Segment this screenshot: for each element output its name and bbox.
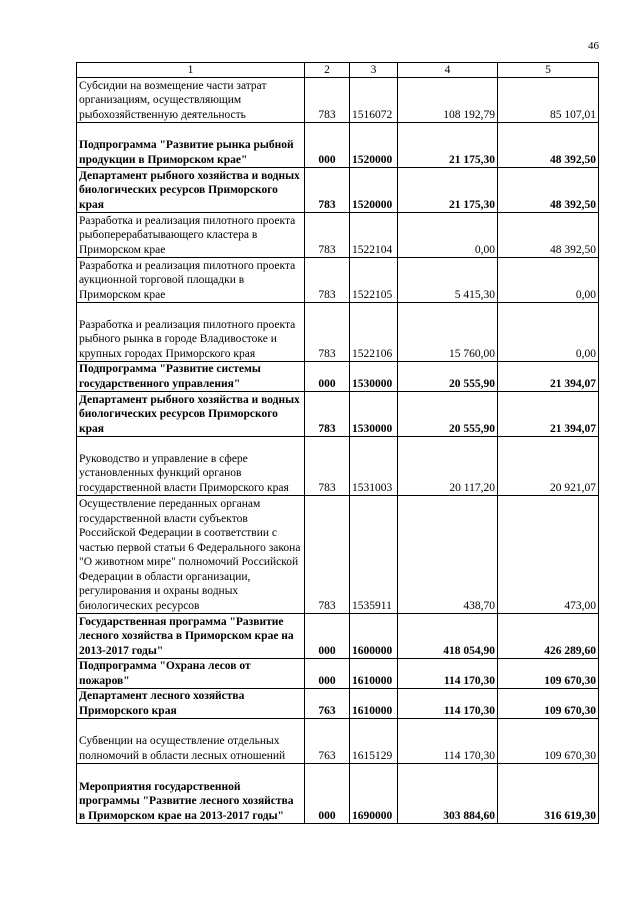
table-row [77, 764, 599, 824]
page-number: 46 [588, 40, 599, 52]
budget-table-body [77, 63, 599, 824]
row-value-2-cell: 48 392,50 [498, 213, 599, 258]
header-col-3: 3 [350, 63, 398, 78]
row-code-cell: 783 [305, 213, 350, 258]
row-csr-cell: 1516072 [350, 78, 398, 123]
row-code-cell: 783 [305, 392, 350, 437]
row-name-cell: Подпрограмма "Охрана лесов от пожаров" [77, 659, 305, 689]
row-csr-cell: 1690000 [350, 764, 398, 824]
row-name-cell: Субсидии на возмещение части затрат организациям, осуществляющим рыбохозяйственную деятельность [77, 78, 305, 123]
row-csr-cell: 1520000 [350, 123, 398, 168]
table-row [77, 659, 599, 689]
table-row [77, 496, 599, 614]
table-row [77, 437, 599, 496]
row-name-cell: Департамент рыбного хозяйства и водных биологических ресурсов Приморского края [77, 392, 305, 437]
row-value-2-cell: 0,00 [498, 303, 599, 362]
row-csr-cell: 1520000 [350, 168, 398, 213]
row-csr-cell: 1530000 [350, 362, 398, 392]
row-name-cell: Мероприятия государственной программы "Развитие лесного хозяйства в Приморском крае на 2013-2017 годы" [77, 764, 305, 824]
row-csr-cell: 1522105 [350, 258, 398, 303]
table-header-row [77, 63, 599, 78]
row-value-2-cell: 0,00 [498, 258, 599, 303]
row-value-2-cell: 20 921,07 [498, 437, 599, 496]
row-code-cell: 000 [305, 764, 350, 824]
row-name-cell: Разработка и реализация пилотного проекта рыбоперерабатывающего кластера в Приморском крае [77, 213, 305, 258]
row-csr-cell: 1522104 [350, 213, 398, 258]
row-code-cell: 783 [305, 303, 350, 362]
row-name-cell: Подпрограмма "Развитие системы государственного управления" [77, 362, 305, 392]
row-value-2-cell: 426 289,60 [498, 614, 599, 659]
row-value-1-cell: 418 054,90 [398, 614, 498, 659]
row-value-2-cell: 48 392,50 [498, 168, 599, 213]
table-row [77, 213, 599, 258]
row-value-2-cell: 109 670,30 [498, 659, 599, 689]
row-csr-cell: 1530000 [350, 392, 398, 437]
row-value-2-cell: 109 670,30 [498, 719, 599, 764]
row-value-1-cell: 114 170,30 [398, 689, 498, 719]
row-csr-cell: 1522106 [350, 303, 398, 362]
table-row [77, 168, 599, 213]
row-name-cell: Осуществление переданных органам государственной власти субъектов Российской Федерации в соответствии с частью первой статьи 6 Федерального закона "О животном мире" полномочий Российской Федерации в области организации, регулирования и охраны водных биологических ресурсов [77, 496, 305, 614]
table-row [77, 258, 599, 303]
table-row [77, 719, 599, 764]
row-value-2-cell: 85 107,01 [498, 78, 599, 123]
row-value-1-cell: 20 555,90 [398, 362, 498, 392]
row-value-2-cell: 21 394,07 [498, 392, 599, 437]
row-name-cell: Подпрограмма "Развитие рынка рыбной продукции в Приморском крае" [77, 123, 305, 168]
row-code-cell: 000 [305, 123, 350, 168]
row-value-1-cell: 114 170,30 [398, 719, 498, 764]
table-row [77, 303, 599, 362]
row-value-1-cell: 21 175,30 [398, 123, 498, 168]
row-value-1-cell: 0,00 [398, 213, 498, 258]
table-row [77, 689, 599, 719]
row-code-cell: 000 [305, 614, 350, 659]
row-value-1-cell: 438,70 [398, 496, 498, 614]
row-value-2-cell: 316 619,30 [498, 764, 599, 824]
row-csr-cell: 1615129 [350, 719, 398, 764]
row-csr-cell: 1531003 [350, 437, 398, 496]
row-csr-cell: 1600000 [350, 614, 398, 659]
row-name-cell: Разработка и реализация пилотного проекта аукционной торговой площадки в Приморском крае [77, 258, 305, 303]
row-value-2-cell: 48 392,50 [498, 123, 599, 168]
header-col-5: 5 [498, 63, 599, 78]
table-row [77, 78, 599, 123]
table-row [77, 614, 599, 659]
row-code-cell: 000 [305, 362, 350, 392]
header-col-1: 1 [77, 63, 305, 78]
row-csr-cell: 1535911 [350, 496, 398, 614]
row-csr-cell: 1610000 [350, 689, 398, 719]
row-value-1-cell: 15 760,00 [398, 303, 498, 362]
row-code-cell: 763 [305, 689, 350, 719]
row-code-cell: 783 [305, 168, 350, 213]
row-name-cell: Разработка и реализация пилотного проекта рыбного рынка в городе Владивостоке и крупных городах Приморского края [77, 303, 305, 362]
row-name-cell: Департамент рыбного хозяйства и водных биологических ресурсов Приморского края [77, 168, 305, 213]
row-code-cell: 000 [305, 659, 350, 689]
table-row [77, 392, 599, 437]
row-value-1-cell: 20 117,20 [398, 437, 498, 496]
row-csr-cell: 1610000 [350, 659, 398, 689]
row-name-cell: Департамент лесного хозяйства Приморского края [77, 689, 305, 719]
header-col-4: 4 [398, 63, 498, 78]
row-code-cell: 783 [305, 437, 350, 496]
row-value-1-cell: 5 415,30 [398, 258, 498, 303]
row-value-1-cell: 303 884,60 [398, 764, 498, 824]
budget-table [76, 62, 599, 824]
row-value-2-cell: 109 670,30 [498, 689, 599, 719]
row-value-1-cell: 20 555,90 [398, 392, 498, 437]
row-code-cell: 783 [305, 496, 350, 614]
row-name-cell: Субвенции на осуществление отдельных полномочий в области лесных отношений [77, 719, 305, 764]
row-name-cell: Государственная программа "Развитие лесного хозяйства в Приморском крае на 2013-2017 годы" [77, 614, 305, 659]
row-value-1-cell: 108 192,79 [398, 78, 498, 123]
row-code-cell: 763 [305, 719, 350, 764]
table-row [77, 362, 599, 392]
row-value-1-cell: 114 170,30 [398, 659, 498, 689]
row-value-2-cell: 21 394,07 [498, 362, 599, 392]
row-value-2-cell: 473,00 [498, 496, 599, 614]
row-code-cell: 783 [305, 258, 350, 303]
header-col-2: 2 [305, 63, 350, 78]
row-value-1-cell: 21 175,30 [398, 168, 498, 213]
table-row [77, 123, 599, 168]
row-code-cell: 783 [305, 78, 350, 123]
row-name-cell: Руководство и управление в сфере установленных функций органов государственной власти Приморского края [77, 437, 305, 496]
